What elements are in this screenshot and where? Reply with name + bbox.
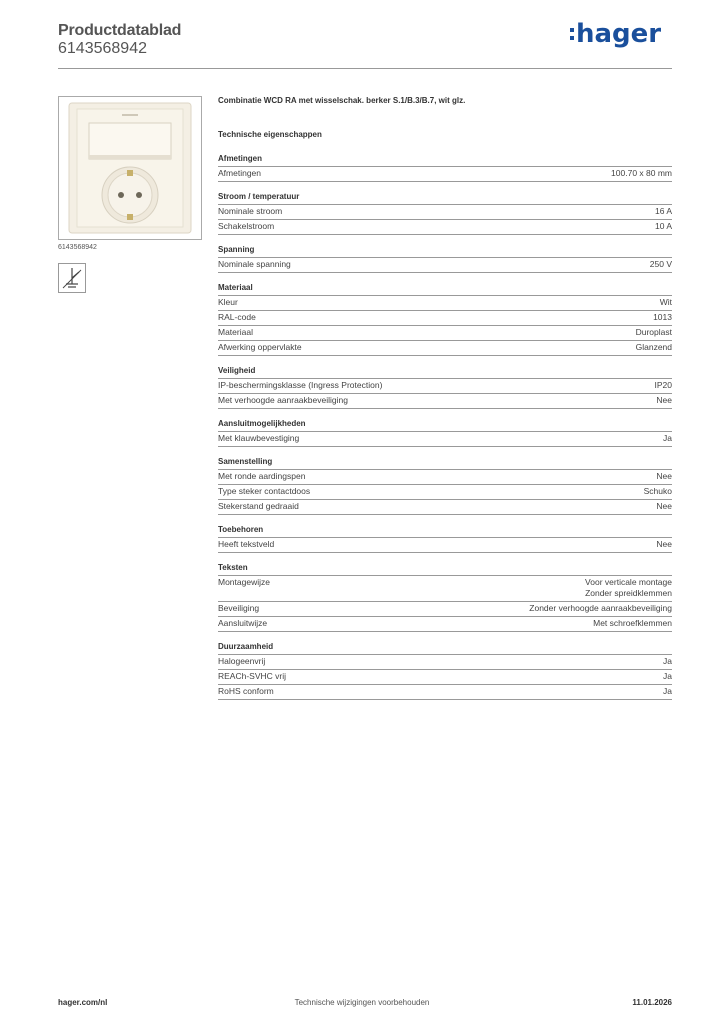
spec-row bbox=[218, 670, 672, 685]
spec-row bbox=[218, 379, 672, 394]
spec-value-line: 1013 bbox=[653, 312, 672, 322]
spec-sections bbox=[218, 154, 672, 700]
spec-row bbox=[218, 205, 672, 220]
header-divider bbox=[58, 68, 672, 69]
spec-section bbox=[218, 642, 672, 700]
spec-value-line: Nee bbox=[656, 501, 672, 511]
page-title: Productdatablad bbox=[58, 22, 182, 39]
spec-label: Nominale spanning bbox=[218, 259, 291, 269]
tech-heading: Technische eigenschappen bbox=[218, 130, 322, 139]
footer-date: 11.01.2026 bbox=[632, 998, 672, 1007]
spec-value bbox=[663, 433, 672, 444]
spec-label: Met klauwbevestiging bbox=[218, 433, 300, 443]
spec-content bbox=[218, 96, 672, 700]
spec-row bbox=[218, 311, 672, 326]
spec-value-line: IP20 bbox=[654, 380, 672, 390]
spec-value-line: Nee bbox=[656, 539, 672, 549]
spec-value bbox=[655, 206, 672, 217]
section-title: Materiaal bbox=[218, 283, 672, 296]
spec-value bbox=[593, 618, 672, 629]
spec-label: Kleur bbox=[218, 297, 238, 307]
spec-label: Heeft tekstveld bbox=[218, 539, 275, 549]
spec-row bbox=[218, 258, 672, 273]
spec-value-line: Ja bbox=[663, 671, 672, 681]
spec-value-line: Duroplast bbox=[635, 327, 672, 337]
section-title: Teksten bbox=[218, 563, 672, 576]
spec-value bbox=[655, 380, 673, 391]
section-title: Afmetingen bbox=[218, 154, 672, 167]
footer-website[interactable]: hager.com/nl bbox=[58, 998, 108, 1007]
spec-section bbox=[218, 563, 672, 632]
spec-section bbox=[218, 419, 672, 447]
spec-value-line: Voor verticale montage bbox=[585, 577, 672, 587]
section-title: Samenstelling bbox=[218, 457, 672, 470]
socket-switch-illustration bbox=[59, 97, 201, 239]
spec-label: RAL-code bbox=[218, 312, 256, 322]
spec-label: Nominale stroom bbox=[218, 206, 283, 216]
spec-row bbox=[218, 538, 672, 553]
spec-value-line: Wit bbox=[659, 297, 672, 307]
spec-row bbox=[218, 470, 672, 485]
spec-section bbox=[218, 525, 672, 553]
product-number: 6143568942 bbox=[58, 40, 147, 57]
footer-disclaimer: Technische wijzigingen voorbehouden bbox=[294, 998, 430, 1007]
spec-section bbox=[218, 366, 672, 409]
spec-row bbox=[218, 655, 672, 670]
installation-symbol-icon bbox=[59, 264, 85, 292]
spec-value-line: Met schroefklemmen bbox=[593, 618, 672, 628]
spec-value bbox=[611, 168, 672, 179]
spec-row bbox=[218, 296, 672, 311]
spec-row bbox=[218, 326, 672, 341]
spec-section bbox=[218, 192, 672, 235]
spec-row bbox=[218, 602, 672, 617]
section-title: Veiligheid bbox=[218, 366, 672, 379]
spec-label: Montagewijze bbox=[218, 577, 270, 587]
spec-value bbox=[663, 686, 672, 697]
spec-value-line: Ja bbox=[663, 686, 672, 696]
spec-section bbox=[218, 154, 672, 182]
spec-label: REACh-SVHC vrij bbox=[218, 671, 287, 681]
spec-label: Type steker contactdoos bbox=[218, 486, 311, 496]
spec-label: Materiaal bbox=[218, 327, 253, 337]
spec-value bbox=[663, 671, 672, 682]
spec-row bbox=[218, 685, 672, 700]
spec-value-line: Glanzend bbox=[635, 342, 672, 352]
spec-value bbox=[663, 656, 672, 667]
installation-symbol bbox=[58, 263, 86, 293]
product-description: Combinatie WCD RA met wisselschak. berker S.1/B.3/B.7, wit glz. bbox=[218, 96, 466, 105]
logo-text: hager bbox=[576, 19, 662, 49]
spec-label: RoHS conform bbox=[218, 686, 274, 696]
spec-value bbox=[636, 327, 672, 338]
spec-value bbox=[650, 259, 672, 270]
spec-value bbox=[660, 297, 672, 308]
spec-value bbox=[656, 501, 672, 512]
spec-value-line: 100.70 x 80 mm bbox=[611, 168, 672, 178]
spec-value-line: Ja bbox=[663, 433, 672, 443]
spec-value-line: Zonder verhoogde aanraakbeveiliging bbox=[529, 603, 672, 613]
spec-row bbox=[218, 617, 672, 632]
spec-label: Afwerking oppervlakte bbox=[218, 342, 302, 352]
spec-value-line: 10 A bbox=[654, 221, 672, 231]
spec-value bbox=[636, 342, 672, 353]
spec-row bbox=[218, 341, 672, 356]
spec-label: Afmetingen bbox=[218, 168, 261, 178]
spec-label: Schakelstroom bbox=[218, 221, 275, 231]
spec-section bbox=[218, 245, 672, 273]
spec-row bbox=[218, 220, 672, 235]
section-title: Stroom / temperatuur bbox=[218, 192, 672, 205]
spec-section bbox=[218, 457, 672, 515]
section-title: Toebehoren bbox=[218, 525, 672, 538]
spec-value-line: 250 V bbox=[649, 259, 672, 269]
spec-label: Halogeenvrij bbox=[218, 656, 266, 666]
spec-row bbox=[218, 485, 672, 500]
spec-row bbox=[218, 500, 672, 515]
spec-section bbox=[218, 283, 672, 356]
spec-label: IP-beschermingsklasse (Ingress Protection) bbox=[218, 380, 383, 390]
hager-logo bbox=[570, 16, 662, 50]
product-image bbox=[58, 96, 202, 240]
spec-value-line: Schuko bbox=[643, 486, 672, 496]
section-title: Duurzaamheid bbox=[218, 642, 672, 655]
spec-value-line: Ja bbox=[663, 656, 672, 666]
section-title: Aansluitmogelijkheden bbox=[218, 419, 672, 432]
spec-row bbox=[218, 167, 672, 182]
spec-value bbox=[529, 603, 672, 614]
spec-value-line: Nee bbox=[656, 395, 672, 405]
spec-label: Beveiliging bbox=[218, 603, 260, 613]
spec-value bbox=[656, 471, 672, 482]
spec-row bbox=[218, 432, 672, 447]
spec-value-line: 16 A bbox=[654, 206, 672, 216]
image-caption: 6143568942 bbox=[58, 244, 97, 251]
spec-value bbox=[655, 221, 672, 232]
spec-value bbox=[656, 539, 672, 550]
spec-row bbox=[218, 394, 672, 409]
spec-value-line: Nee bbox=[656, 471, 672, 481]
spec-value bbox=[644, 486, 672, 497]
spec-row bbox=[218, 576, 672, 602]
spec-value bbox=[653, 312, 672, 323]
spec-label: Aansluitwijze bbox=[218, 618, 268, 628]
spec-value bbox=[656, 395, 672, 406]
spec-label: Met ronde aardingspen bbox=[218, 471, 306, 481]
spec-value bbox=[585, 577, 672, 599]
spec-label: Met verhoogde aanraakbeveiliging bbox=[218, 395, 348, 405]
spec-label: Stekerstand gedraaid bbox=[218, 501, 299, 511]
spec-value-line: Zonder spreidklemmen bbox=[585, 588, 672, 598]
section-title: Spanning bbox=[218, 245, 672, 258]
